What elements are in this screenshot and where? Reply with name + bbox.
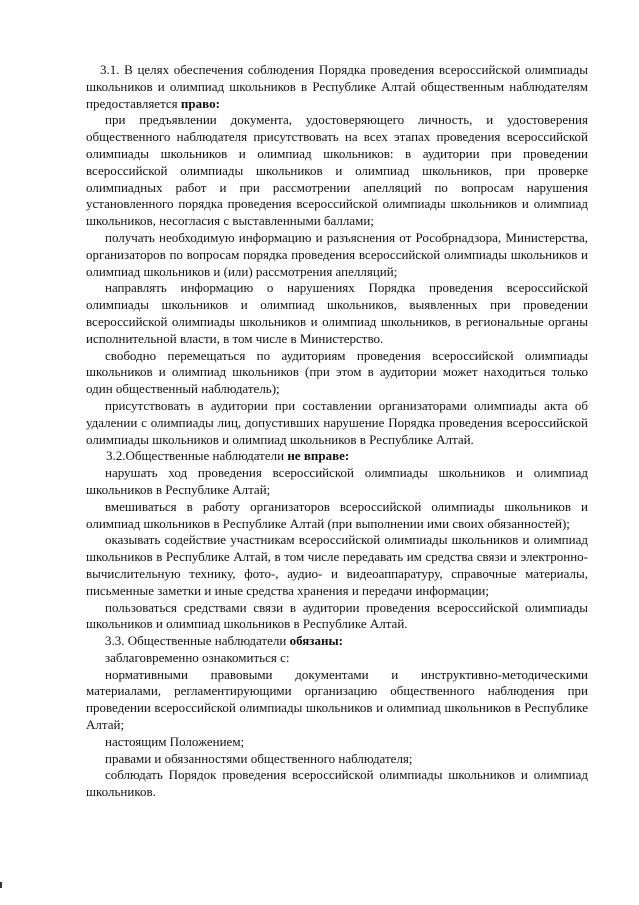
section-3-1-item-2: получать необходимую информацию и разъяснения от Рособрнадзора, Министерства, организаторов по вопросам порядка проведения всероссийской олимпиады школьников и олимпиад школьников и (или) рассмотрения апелляций; [86, 229, 588, 279]
section-3-2-item-1: нарушать ход проведения всероссийской олимпиады школьников и олимпиад школьников в Республике Алтай; [86, 465, 588, 497]
section-3-1-item-3: направлять информацию о нарушениях Порядка проведения всероссийской олимпиады школьников и олимпиад школьников, выявленных при проведении всероссийской олимпиады школьников и олимпиад школьников, в региональные органы исполнительной власти, в том числе в Министерство. [86, 280, 588, 346]
section-3-2-item-2: вмешиваться в работу организаторов всероссийской олимпиады школьников и олимпиад школьников в Республике Алтай (при выполнении ими своих обязанностей); [86, 498, 588, 531]
section-3-3-item-5: соблюдать Порядок проведения всероссийской олимпиады школьников и олимпиад школьников. [86, 767, 588, 800]
section-3-3-item-2: нормативными правовыми документами и инструктивно-методическими материалами, регламентирующими организацию общественного наблюдения при проведении всероссийской олимпиады школьников и олимпиад школьников в Республике Алтай; [86, 666, 588, 733]
section-3-1-heading-bold: право: [180, 95, 220, 111]
section-3-2-heading-text: 3.2.Общественные наблюдатели [106, 448, 288, 464]
section-3-1-item-4: свободно перемещаться по аудиториям проведения всероссийской олимпиады школьников и олимпиад школьников (при этом в аудитории может находиться только один общественный наблюдатель); [86, 347, 588, 397]
section-3-3-heading-bold: обязаны: [289, 633, 343, 649]
section-3-3-heading [86, 633, 588, 650]
section-3-2-heading [86, 448, 588, 465]
section-3-2-item-4: пользоваться средствами связи в аудитории проведения всероссийской олимпиады школьников и олимпиад школьников в Республике Алтай. [86, 599, 588, 632]
scan-edge-mark [0, 882, 2, 888]
section-3-1-item-1: при предъявлении документа, удостоверяющего личность, и удостоверения общественного наблюдателя присутствовать на всех этапах проведения всероссийской олимпиады школьников и олимпиад школьников: в аудитории при проведении всероссийской олимпиады школьников и олимпиад школьников, при проверке олимпиадных работ и при рассмотрении апелляций по вопросам нарушения установленного порядка проведения всероссийской олимпиады школьников и олимпиад школьников, несогласия с выставленными баллами; [86, 112, 588, 229]
section-3-3-heading-text: 3.3. Общественные наблюдатели [105, 633, 290, 649]
section-3-3-item-3: настоящим Положением; [105, 733, 245, 749]
section-3-3-item-4: правами и обязанностями общественного наблюдателя; [105, 750, 413, 766]
section-3-2-heading-bold: не вправе: [287, 448, 350, 464]
section-3-1-heading [86, 62, 588, 112]
section-3-2-item-3: оказывать содействие участникам всероссийской олимпиады школьников и олимпиад школьников в Республике Алтай, в том числе передавать им средства связи и электронно-вычислительную технику, фото-, аудио- и видеоаппаратуру, справочные материалы, письменные заметки и иные средства хранения и передачи информации; [86, 532, 588, 598]
document-page [86, 62, 588, 801]
section-3-1-item-5: присутствовать в аудитории при составлении организаторами олимпиады акта об удалении с олимпиады лиц, допустивших нарушение Порядка проведения всероссийской олимпиады школьников и олимпиад школьников в Республике Алтай. [86, 397, 588, 447]
section-3-1-heading-text: 3.1. В целях обеспечения соблюдения Порядка проведения всероссийской олимпиады школьников и олимпиад школьников в Республике Алтай общественным наблюдателям предоставляется [86, 62, 588, 111]
section-3-3-item-1: заблаговременно ознакомиться с: [105, 649, 290, 665]
